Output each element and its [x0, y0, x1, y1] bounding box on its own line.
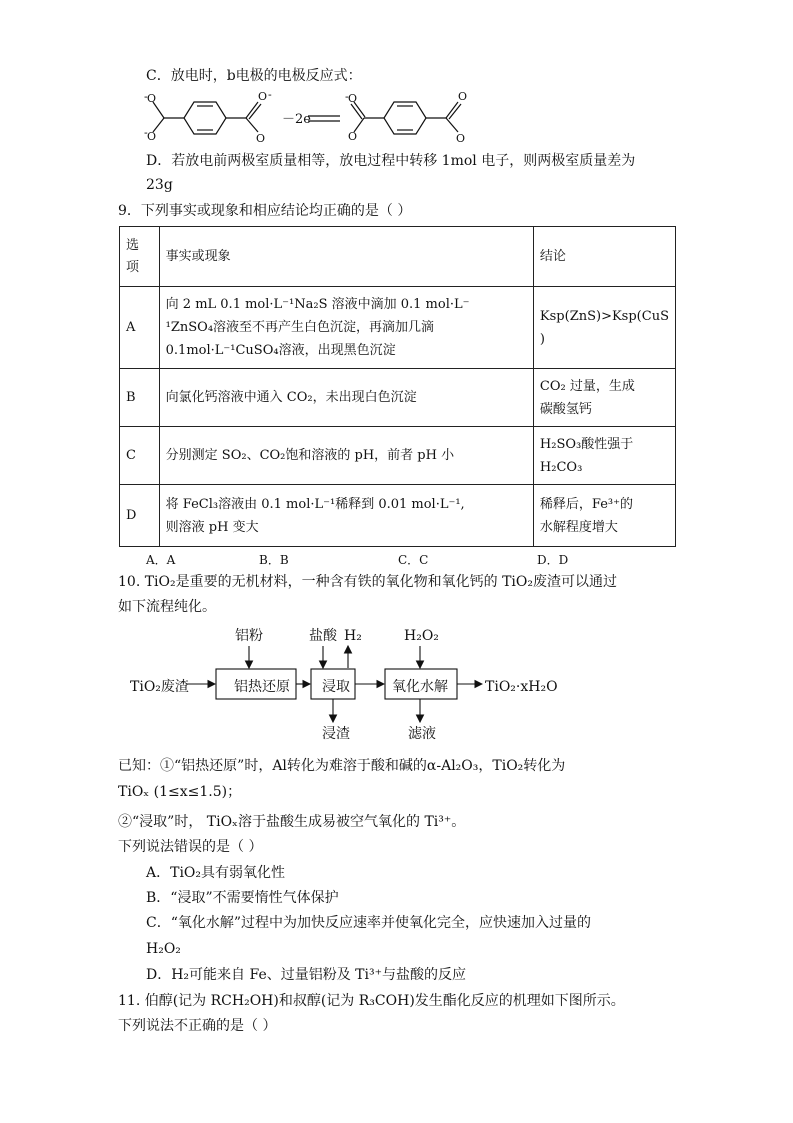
svg-text:-: -	[144, 126, 148, 139]
q9-answer-a: A．A	[146, 553, 176, 567]
q10-option-c-line1: C．“氧化水解”过程中为加快反应速率并使氧化完全，应快速加入过量的	[146, 915, 592, 931]
flow-box1: 铝热还原	[234, 679, 290, 695]
flow-box2-gas: H₂	[344, 628, 362, 644]
q9-table	[119, 226, 676, 547]
flow-box3-top: H₂O₂	[404, 628, 439, 644]
q9-answer-c: C．C	[398, 553, 429, 567]
q10-ask: 下列说法错误的是（ ）	[118, 839, 263, 855]
svg-text:O: O	[256, 132, 266, 145]
header-conclusion: 结论	[533, 227, 675, 287]
q8-option-d-line2: 23g	[146, 177, 173, 193]
row-key: B	[120, 369, 160, 427]
row-key: D	[120, 485, 160, 547]
q8-option-d-line1: D．若放电前两极室质量相等，放电过程中转移 1mol 电子，则两极室质量差为	[146, 153, 636, 169]
q10-option-b: B．“浸取”不需要惰性气体保护	[146, 890, 339, 906]
svg-text:O: O	[258, 90, 268, 103]
purification-flowchart	[128, 624, 568, 742]
q9-stem: 9．下列事实或现象和相应结论均正确的是（ ）	[118, 203, 412, 219]
row-conclusion: 稀释后，Fe³⁺的 水解程度增大	[533, 485, 675, 547]
svg-text:-: -	[144, 90, 148, 103]
row-fact: 向氯化钙溶液中通入 CO₂，未出现白色沉淀	[159, 369, 533, 427]
q8-option-c: C．放电时，b电极的电极反应式：	[146, 68, 362, 84]
table-row	[120, 485, 676, 547]
svg-text:-: -	[345, 90, 349, 103]
table-header-row	[120, 227, 676, 287]
header-fact: 事实或现象	[159, 227, 533, 287]
table-row	[120, 287, 676, 369]
svg-text:O: O	[348, 92, 358, 105]
flow-box1-top: 铝粉	[235, 628, 263, 644]
row-fact: 将 FeCl₃溶液由 0.1 mol·L⁻¹稀释到 0.01 mol·L⁻¹, 则溶液 pH 变大	[159, 485, 533, 547]
table-row	[120, 427, 676, 485]
q10-option-c-line2: H₂O₂	[146, 941, 181, 957]
row-key: C	[120, 427, 160, 485]
q10-known-2: ②“浸取”时， TiOₓ溶于盐酸生成易被空气氧化的 Ti³⁺。	[118, 814, 466, 830]
flow-input: TiO₂废渣	[130, 679, 189, 695]
row-fact: 向 2 mL 0.1 mol·L⁻¹Na₂S 溶液中滴加 0.1 mol·L⁻ ¹ZnSO₄溶液至不再产生白色沉淀，再滴加几滴 0.1mol·L⁻¹CuSO₄溶液，出现黑色沉淀	[159, 287, 533, 369]
svg-text:O: O	[147, 130, 157, 143]
flow-box3-bottom: 滤液	[408, 726, 436, 742]
svg-text:O: O	[456, 132, 466, 145]
svg-text:O: O	[348, 130, 358, 143]
flow-box3: 氧化水解	[392, 679, 448, 695]
flow-box2-top: 盐酸	[309, 628, 337, 644]
equation-minus-2e: －2e	[282, 112, 311, 127]
q11-stem-2: 下列说法不正确的是（ ）	[118, 1018, 277, 1034]
q9-answer-d: D．D	[537, 553, 569, 567]
q10-stem-2: 如下流程纯化。	[118, 599, 216, 615]
row-conclusion: CO₂ 过量，生成 碳酸氢钙	[533, 369, 675, 427]
q10-option-a: A．TiO₂具有弱氧化性	[146, 865, 286, 881]
q10-known-1b: TiOₓ (1≤x≤1.5)；	[118, 784, 242, 800]
q10-option-d: D．H₂可能来自 Fe、过量铝粉及 Ti³⁺与盐酸的反应	[146, 967, 466, 983]
svg-text:O: O	[458, 90, 468, 103]
q10-known-1: 已知：①“铝热还原”时，Al转化为难溶于酸和碱的α-Al₂O₃，TiO₂转化为	[118, 758, 566, 774]
flow-box2: 浸取	[322, 679, 350, 695]
row-fact: 分别测定 SO₂、CO₂饱和溶液的 pH，前者 pH 小	[159, 427, 533, 485]
table-row	[120, 369, 676, 427]
terephthalate-equation	[140, 88, 480, 154]
header-option: 选项	[120, 227, 160, 287]
row-conclusion: Ksp(ZnS)>Ksp(CuS )	[533, 287, 675, 369]
q10-stem-1: 10. TiO₂是重要的无机材料，一种含有铁的氧化物和氧化钙的 TiO₂废渣可以通过	[118, 574, 617, 590]
flow-output: TiO₂·xH₂O	[485, 679, 558, 695]
svg-text:O: O	[147, 92, 157, 105]
q9-answer-b: B．B	[259, 553, 289, 567]
flow-box2-bottom: 浸渣	[322, 726, 350, 742]
q11-stem-1: 11. 伯醇(记为 RCH₂OH)和叔醇(记为 R₃COH)发生酯化反应的机理如下图所示。	[118, 993, 625, 1009]
row-key: A	[120, 287, 160, 369]
svg-text:-: -	[268, 88, 272, 101]
row-conclusion: H₂SO₃酸性强于 H₂CO₃	[533, 427, 675, 485]
